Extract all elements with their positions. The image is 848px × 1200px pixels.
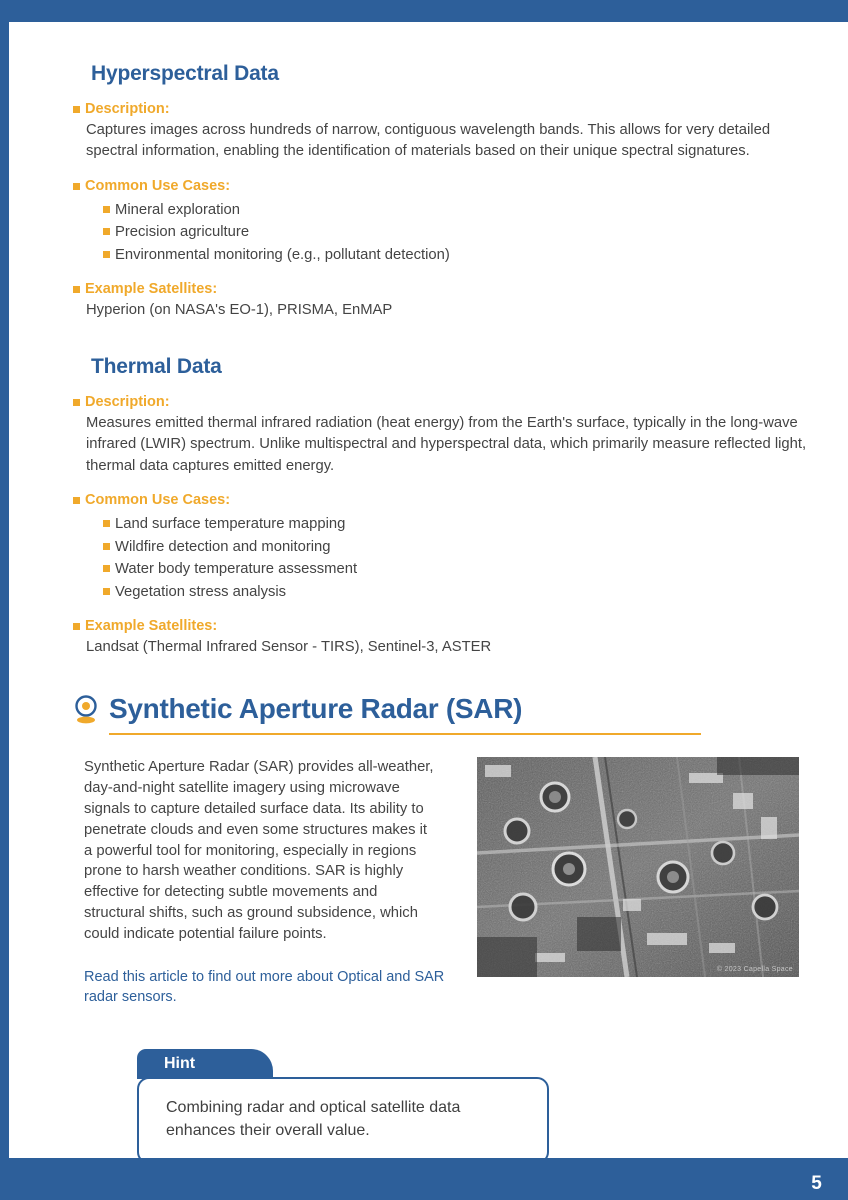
list-item <box>103 537 816 558</box>
satellites-label: Example Satellites: <box>85 617 218 634</box>
bullet-square-icon <box>103 543 110 550</box>
description-row-thermal <box>73 393 816 412</box>
satellites-row-thermal <box>73 617 816 636</box>
bullet-square-icon <box>73 623 80 630</box>
sar-title-block <box>73 694 816 735</box>
list-item <box>103 514 816 535</box>
description-text-thermal: Measures emitted thermal infrared radiation (heat energy) from the Earth's surface, typically in the long-wave infrared (LWIR) spectrum. Unlike multispectral and hyperspectral data, which primarily measure reflected light, thermal data captures emitted energy. <box>86 414 807 474</box>
use-cases-row-hyperspectral <box>73 177 816 196</box>
bullet-square-icon <box>103 520 110 527</box>
use-cases-row-thermal <box>73 491 816 510</box>
use-cases-label: Common Use Cases: <box>85 492 231 509</box>
bullet-square-icon <box>103 588 110 595</box>
bullet-square-icon <box>103 228 110 235</box>
hint-text: Combining radar and optical satellite data enhances their overall value. <box>166 1098 461 1139</box>
satellites-row-hyperspectral <box>73 280 816 299</box>
list-item-label: Precision agriculture <box>115 224 250 241</box>
top-bar <box>9 0 848 22</box>
bullet-square-icon <box>103 206 110 213</box>
description-text-hyperspectral: Captures images across hundreds of narrow, contiguous wavelength bands. This allows for very detailed spectral information, enabling the identification of materials based on their unique spectral signatures. <box>86 121 771 160</box>
description-row-hyperspectral <box>73 100 816 119</box>
use-cases-label: Common Use Cases: <box>85 177 231 194</box>
sar-satellite-image <box>477 757 799 977</box>
description-label: Description: <box>85 101 170 117</box>
bullet-square-icon <box>73 497 80 504</box>
list-item <box>103 559 816 580</box>
hint-box <box>137 1077 549 1164</box>
bottom-bar <box>9 1158 848 1200</box>
section-heading-hyperspectral: Hyperspectral Data <box>91 62 279 85</box>
page-content <box>9 22 848 1158</box>
section-heading-thermal: Thermal Data <box>91 355 222 378</box>
sar-heading-rule <box>109 733 701 735</box>
bullet-square-icon <box>103 251 110 258</box>
satellites-label: Example Satellites: <box>85 280 218 297</box>
list-item-label: Wildfire detection and monitoring <box>115 538 331 555</box>
page-number: 5 <box>811 1173 822 1194</box>
bullet-square-icon <box>73 106 80 113</box>
list-item <box>103 200 816 221</box>
sar-body <box>73 757 816 1007</box>
use-cases-list-hyperspectral <box>103 200 816 266</box>
list-item <box>103 222 816 243</box>
hint-callout <box>137 1049 549 1164</box>
list-item <box>103 245 816 266</box>
list-item-label: Vegetation stress analysis <box>115 584 287 601</box>
hint-tab-label: Hint <box>137 1049 273 1079</box>
list-item-label: Water body temperature assessment <box>115 561 358 578</box>
list-item-label: Environmental monitoring (e.g., pollutant detection) <box>115 247 450 263</box>
location-pin-icon <box>73 695 99 725</box>
use-cases-list-thermal <box>103 514 816 603</box>
list-item-label: Mineral exploration <box>115 201 241 218</box>
bullet-square-icon <box>73 183 80 190</box>
sar-paragraph: Synthetic Aperture Radar (SAR) provides all-weather, day-and-night satellite imagery using microwave signals to capture detailed surface data. Its ability to penetrate clouds and even some structures makes it a powerful tool for monitoring, especially in regions prone to harsh weather conditions. SAR is highly effective for detecting subtle movements and structural shifts, such as ground subsidence, which could indicate potential failure points. <box>84 759 434 943</box>
sar-article-link[interactable]: Read this article to find out more about Optical and SAR radar sensors. <box>84 968 445 1005</box>
list-item-label: Land surface temperature mapping <box>115 516 346 533</box>
satellites-text-hyperspectral: Hyperion (on NASA's EO-1), PRISMA, EnMAP <box>86 301 393 318</box>
satellites-text-thermal: Landsat (Thermal Infrared Sensor - TIRS), Sentinel-3, ASTER <box>86 638 492 655</box>
list-item <box>103 582 816 603</box>
bullet-square-icon <box>73 399 80 406</box>
bullet-square-icon <box>103 565 110 572</box>
image-watermark: © 2023 Capella Space <box>716 966 793 974</box>
description-label: Description: <box>85 394 170 410</box>
bullet-square-icon <box>73 286 80 293</box>
sar-heading: Synthetic Aperture Radar (SAR) <box>109 693 523 725</box>
